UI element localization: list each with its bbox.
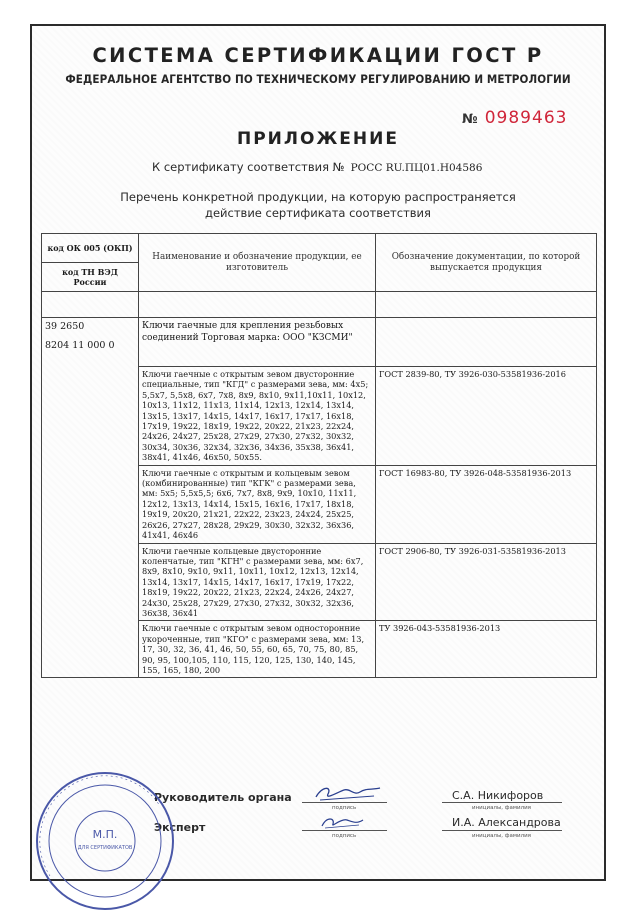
header-docs: Обозначение документации, по которой выпускается продукция (376, 234, 597, 292)
number-prefix: № (462, 112, 478, 127)
product-name: Ключи гаечные для крепления резьбовых соединений Торговая марка: ООО "КЗСМИ" (139, 318, 376, 367)
head-name: С.А. Никифоров (452, 789, 544, 802)
product-docs: ГОСТ 2839-80, ТУ 3926-030-53581936-2016 (376, 367, 597, 466)
product-name: Ключи гаечные кольцевые двусторонние коленчатые, тип "КГН" с размерами зева, мм: 6х7, 8х9, 8х10, 9х10, 9х11, 10х11, 10х12, 12х13, 12х14, 13х14, 13х17, 14х15, 14х17, 16х17, 17х19, 17х22, 18х19, 19х22, 20х22, 21х23, 22х24, 24х26, 24х27, 24х30, 25х28, 27х29, 27х30, 27х32, 30х32, 32х36, 36х38, 36х41 (139, 543, 376, 621)
seal-mp: М.П. (92, 828, 118, 841)
certificate-page (30, 24, 606, 881)
head-name-line (442, 802, 562, 803)
round-seal (30, 766, 180, 916)
code-okp: 39 2650 (45, 321, 85, 332)
cert-label: К сертификату соответствия № (152, 160, 345, 174)
seal-inner: ДЛЯ СЕРТИФИКАТОВ (77, 845, 133, 851)
expert-name: И.А. Александрова (452, 816, 561, 829)
list-heading-line2: действие сертификата соответствия (205, 206, 431, 220)
product-name: Ключи гаечные с открытым зевом односторонние укороченные, тип "КГО" с размерами зева, мм: 13, 17, 30, 32, 36, 41, 46, 50, 55, 60, 65, 70, 75, 80, 85, 90, 95, 100,105, 110, 115, 120, 125, 130, 140, 145, 155, 165, 180, 200 (139, 621, 376, 678)
number-value: 0989463 (484, 108, 568, 128)
spacer-row (42, 292, 597, 318)
expert-name-line (442, 830, 562, 831)
header-name: Наименование и обозначение продукции, ее изготовитель (139, 234, 376, 292)
product-name: Ключи гаечные с открытым и кольцевым зевом (комбинированные) тип "КГК" с размерами зева, мм: 5х5; 5,5х5,5; 6х6, 7х7, 8х8, 9х9, 10х10, 11х11, 12х12, 13х13, 14х14, 15х15, 16х16, 17х17, 18х18, 19х19, 20х20, 21х21, 22х22, 23х23, 24х24, 25х25, 26х26, 27х27, 28х28, 29х29, 30х30, 32х32, 36х36, 41х41, 46х46 (139, 465, 376, 543)
product-name: Ключи гаечные с открытым зевом двусторонние специальные, тип "КГД" с размерами зева, мм: 4х5; 5,5х7, 5,5х8, 6х7, 7х8, 8х9, 8х10, 9х11,10х11, 10х12, 10х13, 11х12, 11х13, 11х14, 12х13, 12х14, 13х14, 13х15, 13х17, 14х15, 14х17, 16х17, 17х17, 16х18, 17х19, 19х22, 18х19, 19х22, 20х22, 21х23, 22х24, 24х26, 24х27, 25х28, 27х29, 27х30, 27х32, 30х32, 30х34, 30х36, 32х34, 32х36, 34х36, 35х38, 36х41, 38х41, 41х46, 46х50, 50х55. (139, 367, 376, 466)
head-name-caption: инициалы, фамилия (472, 805, 531, 811)
expert-signature-icon (317, 812, 367, 832)
header-tnved: код ТН ВЭД России (42, 263, 139, 292)
product-docs: ТУ 3926-043-53581936-2013 (376, 621, 597, 678)
expert-name-caption: инициалы, фамилия (472, 833, 531, 839)
agency-title: ФЕДЕРАЛЬНОЕ АГЕНТСТВО ПО ТЕХНИЧЕСКОМУ РЕГУЛИРОВАНИЮ И МЕТРОЛОГИИ (65, 72, 571, 86)
head-label: Руководитель органа (154, 791, 292, 804)
head-sign-caption: подпись (332, 805, 357, 811)
header-okp: код ОК 005 (ОКП) (42, 234, 139, 263)
expert-label: Эксперт (154, 821, 206, 834)
expert-sign-line (302, 830, 387, 831)
code-tnved: 8204 11 000 0 (45, 340, 115, 351)
list-heading-line1: Перечень конкретной продукции, на которую распространяется (120, 190, 516, 204)
head-signature-icon (310, 782, 385, 804)
document-title: ПРИЛОЖЕНИЕ (237, 129, 399, 149)
form-number (462, 108, 567, 128)
expert-sign-caption: подпись (332, 833, 357, 839)
product-docs: ГОСТ 16983-80, ТУ 3926-048-53581936-2013 (376, 465, 597, 543)
product-docs (376, 318, 597, 367)
codes-cell (42, 318, 139, 678)
table-header-row (42, 234, 597, 263)
certificate-ref (152, 160, 482, 174)
table-row (42, 318, 597, 367)
system-title: СИСТЕМА СЕРТИФИКАЦИИ ГОСТ Р (92, 44, 544, 67)
cert-number: РОСС RU.ПЦ01.Н04586 (350, 162, 483, 174)
head-sign-line (302, 802, 387, 803)
products-table (41, 233, 597, 678)
print-footer (32, 868, 604, 873)
product-docs: ГОСТ 2906-80, ТУ 3926-031-53581936-2013 (376, 543, 597, 621)
